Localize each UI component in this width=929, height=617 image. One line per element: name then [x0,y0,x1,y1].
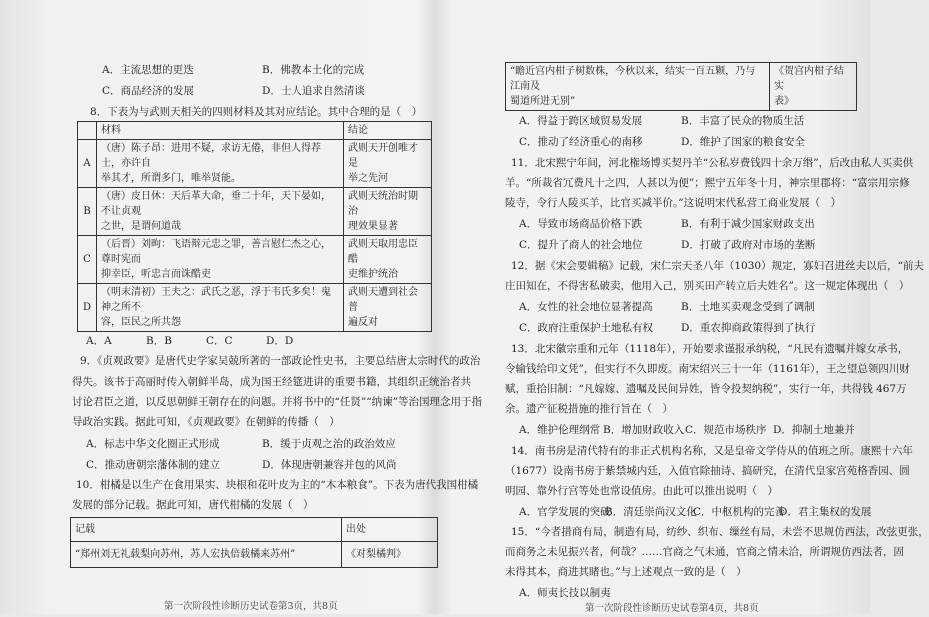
conclusion-line: 举之先河 [348,173,388,184]
q10-record: “郑州刘无礼载梨向苏州，苏人宏执倍载橘来苏州” [71,542,342,568]
q14-option-a: A．官学发展的突破 [519,506,611,518]
q13-line: 13．北宋徽宗重和元年（1118年），开始要求谨报承纳税，“凡民有遗嘱并嫁女承书， [511,343,909,355]
q13-option-b: B．增加财政收入 [603,424,685,436]
q10-line: 发展的部分记载。据此可知，唐代柑橘的发展（ ） [72,499,314,511]
q10-table [70,517,438,568]
q8-header-material: 材料 [97,122,344,140]
q10-line: 10．柑橘是以生产在食用果实、块根和花叶皮为主的“木本粮食”。下表为唐代我国柑橘 [76,479,479,491]
q10-record [506,63,770,111]
table-row [78,236,432,284]
q10-option-d: D．维护了国家的粮食安全 [681,136,805,148]
conclusion-line: 武则天开创唯才是 [348,143,418,169]
q7-option-b: B．佛教本土化的完成 [262,64,365,76]
q12-option-d: D．重农抑商政策得到了执行 [681,322,816,334]
footer-page-number: 第一次阶段性诊断历史试卷第4页，共8页 [585,603,759,614]
table-row [71,542,438,568]
q8-row-material [97,284,344,332]
q11-line: 陵寺，令行人陵买羊，比官买减半价。”这说明宋代私营工商业发展（ ） [505,197,842,209]
material-line: 容，臣民之所共怨 [101,317,181,328]
conclusion-line: 武则天统治时期治 [348,191,418,217]
q8-row-conclusion [344,236,432,284]
q15-line: 15．“今者措商有局，制造有局，纺纱、织布、缫丝有局，未尝不思规仿西法，改弦更张， [511,526,929,538]
q8-row-conclusion [344,284,432,332]
q10-header-source: 出处 [342,518,438,542]
q15-line: 未得其本，商进其睹也。”与上述观点一致的是（ ） [505,566,747,578]
q11-option-c: C．提升了商人的社会地位 [519,239,643,251]
source-line: 表》 [774,96,794,107]
q10-header-record: 记载 [71,518,342,542]
q10-option-a: A．得益于跨区域贸易发展 [519,115,643,127]
q12-line: 庄田知在，不得害私破卖，他用入己，别买田产转立后夫姓名”。这一规定体现出（ ） [505,280,910,292]
q11-line: 11．北宋熙宁年间，河北権场博买契丹羊“公私岁费钱四十余万缗”，后改由私人买卖供 [511,157,914,169]
q12-option-c: C．政府注重保护土地私有权 [519,322,654,334]
q10-option-b: B．丰富了民众的物质生活 [681,115,805,127]
q13-option-c: C．规范市场秩序 [685,424,767,436]
q8-row-letter: C [78,236,97,284]
q14-line: （1677）设南书房于紫禁城内廷，入值官除抽诗、搞研究，在清代皇家宫苑格香园、圆 [505,465,910,477]
q8-row-conclusion [344,140,432,188]
conclusion-line: 吏维护统治 [348,269,398,280]
q8-option-b: B．B [146,335,172,347]
q8-row-material [97,188,344,236]
q9-line: 导政治实践。据此可知，《贞观政要》在朝鲜的传播（ ） [72,416,340,428]
q8-row-letter: D [78,284,97,332]
q15-line: 而商务之未见振兴者，何哉？……官商之气未通，官商之情未洽，所谓规仿西法者，固 [505,546,904,558]
q8-row-material [97,140,344,188]
q11-option-d: D．打破了政府对市场的垄断 [681,239,816,251]
q8-option-d: D．D [266,335,294,347]
conclusion-line: 武则天取用忠臣酷 [348,239,418,265]
q9-line: 9．《贞观政要》是唐代史学家吴兢所著的一部政论性史书，主要总结唐太宗时代的政治 [80,355,481,367]
q9-line: 讨论君臣之道，以反思朝鲜王朝存在的问题。并将书中的“任贤”“纳谏”等治国理念用于指 [72,396,482,408]
q10-source [770,63,857,111]
q9-option-c: C．推动唐朝宗藩体制的建立 [86,459,221,471]
q10-option-c: C．推动了经济重心的南移 [519,136,643,148]
q7-option-c: C．商品经济的发展 [102,85,195,97]
q8-row-letter: B [78,188,97,236]
q9-option-d: D．体现唐朝兼容并包的风尚 [262,459,397,471]
q8-option-c: C．C [206,335,233,347]
q8-row-conclusion [344,188,432,236]
q8-row-material [97,236,344,284]
material-line: （唐）陈子昂：进用不疑，求访无倦，非但人得荐士，亦许自 [101,143,321,169]
q9-line: 得失。该书于高丽时传入朝鲜半岛，成为国王经筵进讲的重要书籍，其组织正统治者共 [72,376,471,388]
record-line: “瞻近宫内柑子树数株，今秋以来，结实一百五颗，乃与江南及 [510,66,756,92]
material-line: 之世，是谓何道哉 [101,221,181,232]
material-line: 抑幸臣，听忠言而诛酷吏 [101,269,211,280]
q13-line: 余。遗产征税措施的推行旨在（ ） [505,403,673,415]
q8-row-letter: A [78,140,97,188]
q7-option-d: D．士人追求自然清谈 [262,85,365,97]
q14-option-b: B．清廷崇尚汉文化 [605,506,697,518]
q9-option-b: B．缓于贞观之治的政治效应 [262,438,396,450]
q13-option-a: A．维护伦理纲常 [519,424,601,436]
source-line: 《贺宫内柑子结实 [774,66,844,92]
q15-option-a: A．师夷长技以制夷 [519,587,611,599]
conclusion-line: 遍反对 [348,317,378,328]
q14-line: 明园、靠外行宫等处也常设值房。由此可以推出说明（ ） [505,485,778,497]
record-line: 蜀道所进无别” [510,96,576,107]
material-line: 举其才，所谓多门，唯举贤能。 [101,173,241,184]
q11-line: 羊。“所裁省冗费凡十之四，人甚以为便”；熙宁五年冬十月，神宗里郡将：“富宗用宗修 [505,177,910,189]
q14-option-d: D．君主集权的发展 [779,506,872,518]
material-line: （后晋）刘昫：飞语辩元忠之罪，善言慰仁杰之心，尊时宪而 [101,239,331,265]
table-row [78,140,432,188]
q10-continued-table [505,62,857,111]
q8-table [77,121,432,332]
q10-source: 《对梨橘判》 [342,542,438,568]
q8-option-a: A．A [86,335,112,347]
table-row [506,63,857,111]
q14-option-c: C．中枢机构的完善 [693,506,786,518]
q13-line: 令输钱给印文凭”，但实行不久即废。南宋绍兴三十一年（1161年），王之望总领四川财 [505,363,910,375]
table-row [78,188,432,236]
conclusion-line: 武则天遭到社会普 [348,287,418,313]
q13-option-d: D．抑制土地兼并 [773,424,855,436]
q11-option-a: A．导致市场商品价格下跌 [519,218,643,230]
q12-line: 12．据《宋会要辑稿》记载，宋仁宗天圣八年（1030）规定，寡妇召进丝夫以后，“前夫 [511,260,924,272]
q9-option-a: A．标志中华文化圈正式形成 [86,438,220,450]
q7-option-a: A．主流思想的更迭 [102,64,194,76]
q8-header-conclusion: 结论 [344,122,432,140]
q14-line: 14．南书房是清代特有的非正式机构名称，又是皇帝文学侍从的值班之所。康熙十六年 [511,445,913,457]
material-line: （唐）皮日休：天后革大命，垂二十年，天下晏如，不让贞观 [101,191,331,217]
material-line: （明末清初）王夫之：武氏之恶，浮于韦氏多矣！鬼神之所不 [101,287,331,313]
conclusion-line: 理效果显著 [348,221,398,232]
q12-option-a: A．女性的社会地位显著提高 [519,301,653,313]
q8-stem: 8．下表为与武则天相关的四则材料及其对应结论。其中合理的是（ ） [90,106,423,118]
q13-line: 赋，重拾旧制：“凡嫁嫁、遗嘱及民间异姓，皆令投契纳税”，实行一年，共得钱 467万 [505,383,907,395]
q11-option-b: B．有利于减少国家财政支出 [681,218,815,230]
q12-option-b: B．土地买卖观念受到了调制 [681,301,815,313]
footer-page-number: 第一次阶段性诊断历史试卷第3页，共8页 [164,601,338,612]
table-row [78,284,432,332]
